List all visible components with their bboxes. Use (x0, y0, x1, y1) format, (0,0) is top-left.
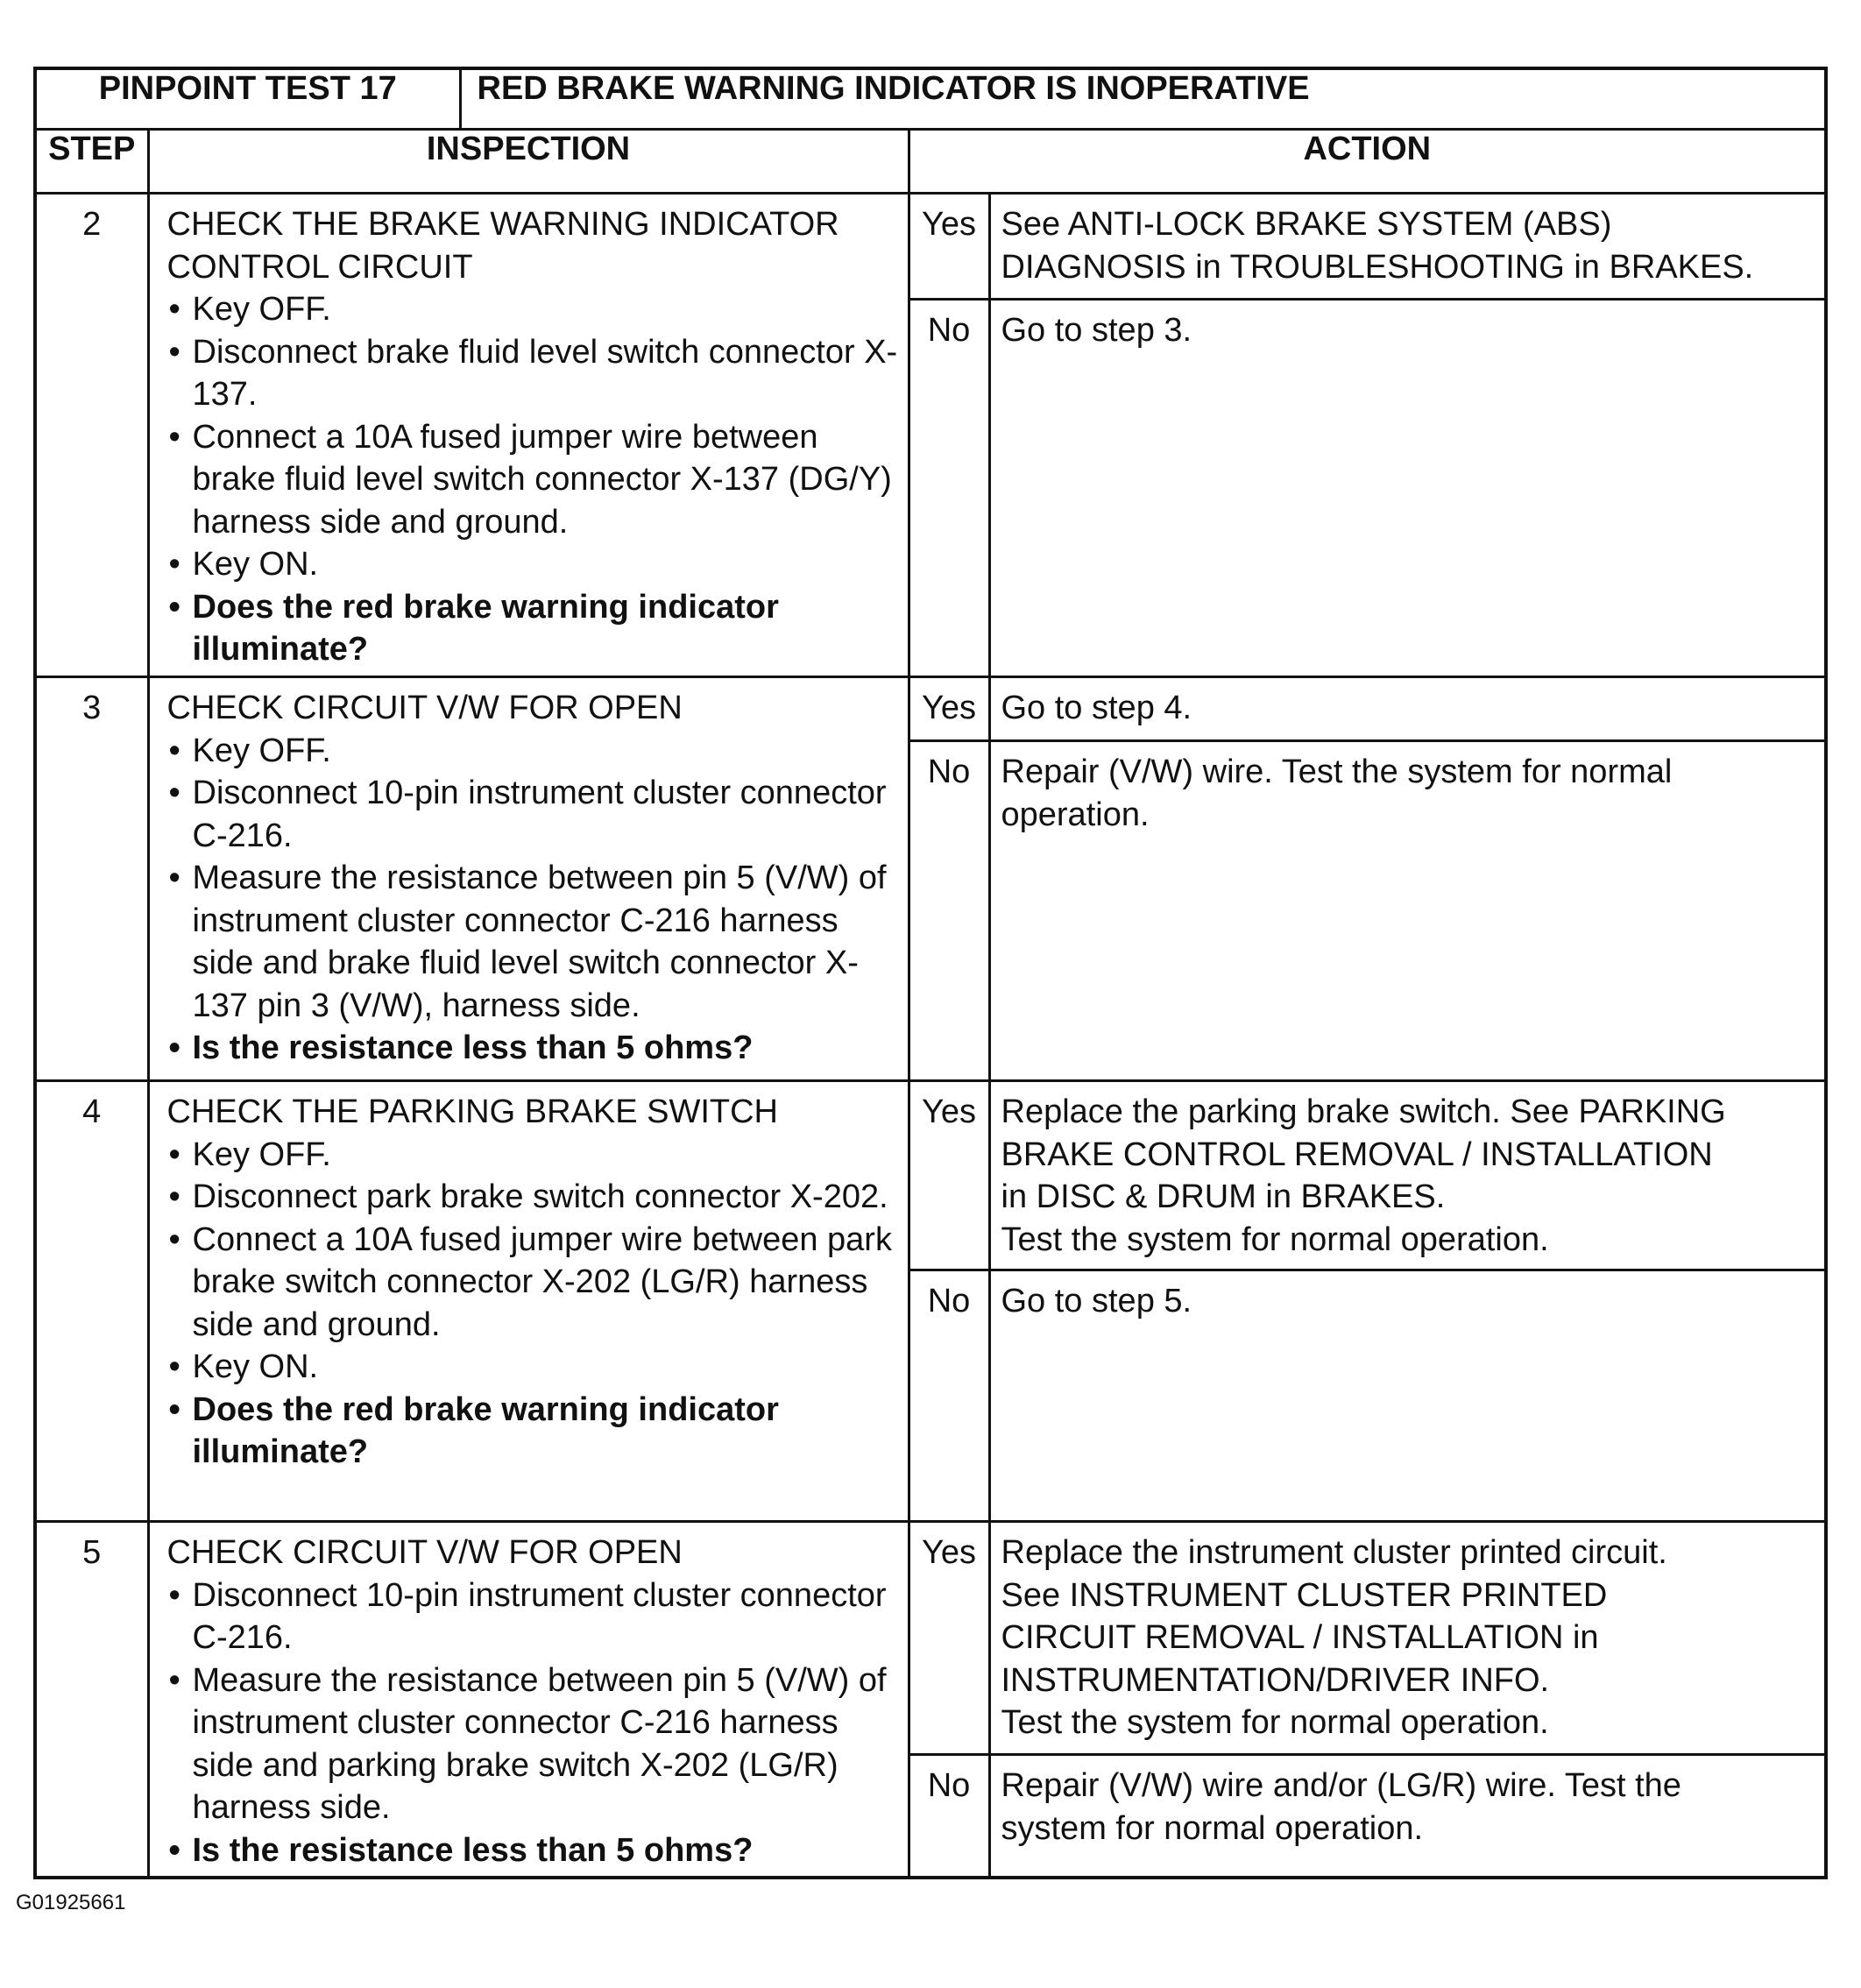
pinpoint-label: PINPOINT TEST 17 (35, 68, 460, 130)
action-line: Go to step 4. (1001, 690, 1192, 726)
step-column-header: STEP (35, 130, 148, 194)
inspection-cell (148, 677, 909, 1081)
inspection-bullet: • Key OFF. (167, 1134, 899, 1177)
action-line: Replace the instrument cluster printed circuit. (1001, 1534, 1667, 1571)
no-action (989, 741, 1826, 1081)
no-label: No (909, 1270, 989, 1522)
step-row-yes (35, 1081, 1826, 1270)
inspection-bullet: • Key OFF. (167, 730, 899, 773)
inspection-bullet-list (167, 730, 899, 1070)
inspection-bullet: • Connect a 10A fused jumper wire between brake fluid level switch connector X-137 (DG/Y) harness side and ground. (167, 416, 899, 544)
inspection-bullet: • Disconnect 10-pin instrument cluster connector C-216. (167, 772, 899, 857)
inspection-question: • Is the resistance less than 5 ohms? (167, 1829, 899, 1872)
step-number: 3 (35, 677, 148, 1081)
action-line: Repair (V/W) wire and/or (LG/R) wire. Test the (1001, 1767, 1681, 1804)
inspection-question: • Is the resistance less than 5 ohms? (167, 1027, 899, 1070)
yes-action (989, 1522, 1826, 1755)
step-row-yes (35, 677, 1826, 741)
inspection-cell (148, 1522, 909, 1878)
inspection-cell (148, 1081, 909, 1522)
action-line: Repair (V/W) wire. Test the system for normal (1001, 753, 1673, 790)
step-row-yes (35, 194, 1826, 300)
inspection-bullet-list (167, 288, 899, 671)
inspection-title: CONTROL CIRCUIT (166, 248, 473, 286)
step-row-yes (35, 1522, 1826, 1755)
yes-label: Yes (909, 677, 989, 741)
inspection-title: CHECK THE BRAKE WARNING INDICATOR (166, 206, 839, 243)
inspection-bullet: • Disconnect 10-pin instrument cluster connector C-216. (167, 1574, 899, 1659)
action-line: DIAGNOSIS in TROUBLESHOOTING in BRAKES. (1001, 248, 1754, 286)
inspection-title: CHECK THE PARKING BRAKE SWITCH (166, 1093, 778, 1130)
action-line: Replace the parking brake switch. See PARKING (1001, 1093, 1726, 1130)
yes-label: Yes (909, 194, 989, 300)
step-number: 5 (35, 1522, 148, 1878)
action-line: system for normal operation. (1001, 1809, 1424, 1847)
action-column-header: ACTION (909, 130, 1826, 194)
action-line: in DISC & DRUM in BRAKES. (1001, 1178, 1446, 1215)
step-number: 2 (35, 194, 148, 677)
inspection-bullet: • Measure the resistance between pin 5 (V/W) of instrument cluster connector C-216 harness side and brake fluid level switch connector X-137 pin 3 (V/W), harness side. (167, 857, 899, 1027)
no-label: No (909, 1755, 989, 1878)
action-line: operation. (1001, 796, 1150, 833)
no-action (989, 1270, 1826, 1522)
column-header-row (35, 130, 1826, 194)
inspection-bullet-list (167, 1574, 899, 1872)
inspection-bullet: • Disconnect brake fluid level switch connector X-137. (167, 331, 899, 416)
figure-code: G01925661 (16, 1891, 126, 1914)
inspection-bullet: • Connect a 10A fused jumper wire between park brake switch connector X-202 (LG/R) harness side and ground. (167, 1219, 899, 1347)
yes-label: Yes (909, 1081, 989, 1270)
inspection-column-header: INSPECTION (148, 130, 909, 194)
inspection-bullet: • Key ON. (167, 543, 899, 586)
title-row (35, 68, 1826, 130)
action-line: BRAKE CONTROL REMOVAL / INSTALLATION (1001, 1135, 1713, 1173)
action-line: INSTRUMENTATION/DRIVER INFO. (1001, 1661, 1550, 1699)
inspection-bullet: • Key ON. (167, 1346, 899, 1389)
inspection-bullet-list (167, 1134, 899, 1474)
pinpoint-test-table (33, 67, 1828, 1879)
yes-action (989, 677, 1826, 741)
yes-label: Yes (909, 1522, 989, 1755)
action-line: Test the system for normal operation. (1001, 1220, 1549, 1258)
step-number: 4 (35, 1081, 148, 1522)
test-title: RED BRAKE WARNING INDICATOR IS INOPERATIVE (460, 68, 1826, 130)
no-action (989, 1755, 1826, 1878)
action-line: See INSTRUMENT CLUSTER PRINTED (1001, 1576, 1608, 1614)
inspection-question: • Does the red brake warning indicator illuminate? (167, 586, 899, 671)
inspection-title: CHECK CIRCUIT V/W FOR OPEN (166, 690, 683, 726)
inspection-bullet: • Measure the resistance between pin 5 (V/W) of instrument cluster connector C-216 harness side and parking brake switch X-202 (LG/R) harness side. (167, 1659, 899, 1829)
no-label: No (909, 741, 989, 1081)
action-line: See ANTI-LOCK BRAKE SYSTEM (ABS) (1001, 206, 1612, 243)
yes-action (989, 1081, 1826, 1270)
action-line: Go to step 5. (1001, 1283, 1192, 1319)
inspection-cell (148, 194, 909, 677)
no-label: No (909, 300, 989, 677)
inspection-bullet: • Key OFF. (167, 288, 899, 331)
inspection-bullet: • Disconnect park brake switch connector X-202. (167, 1176, 899, 1219)
yes-action (989, 194, 1826, 300)
no-action (989, 300, 1826, 677)
action-line: Go to step 3. (1001, 312, 1192, 349)
action-line: Test the system for normal operation. (1001, 1704, 1549, 1741)
action-line: CIRCUIT REMOVAL / INSTALLATION in (1001, 1619, 1599, 1656)
inspection-title: CHECK CIRCUIT V/W FOR OPEN (166, 1534, 683, 1571)
inspection-question: • Does the red brake warning indicator illuminate? (167, 1389, 899, 1474)
